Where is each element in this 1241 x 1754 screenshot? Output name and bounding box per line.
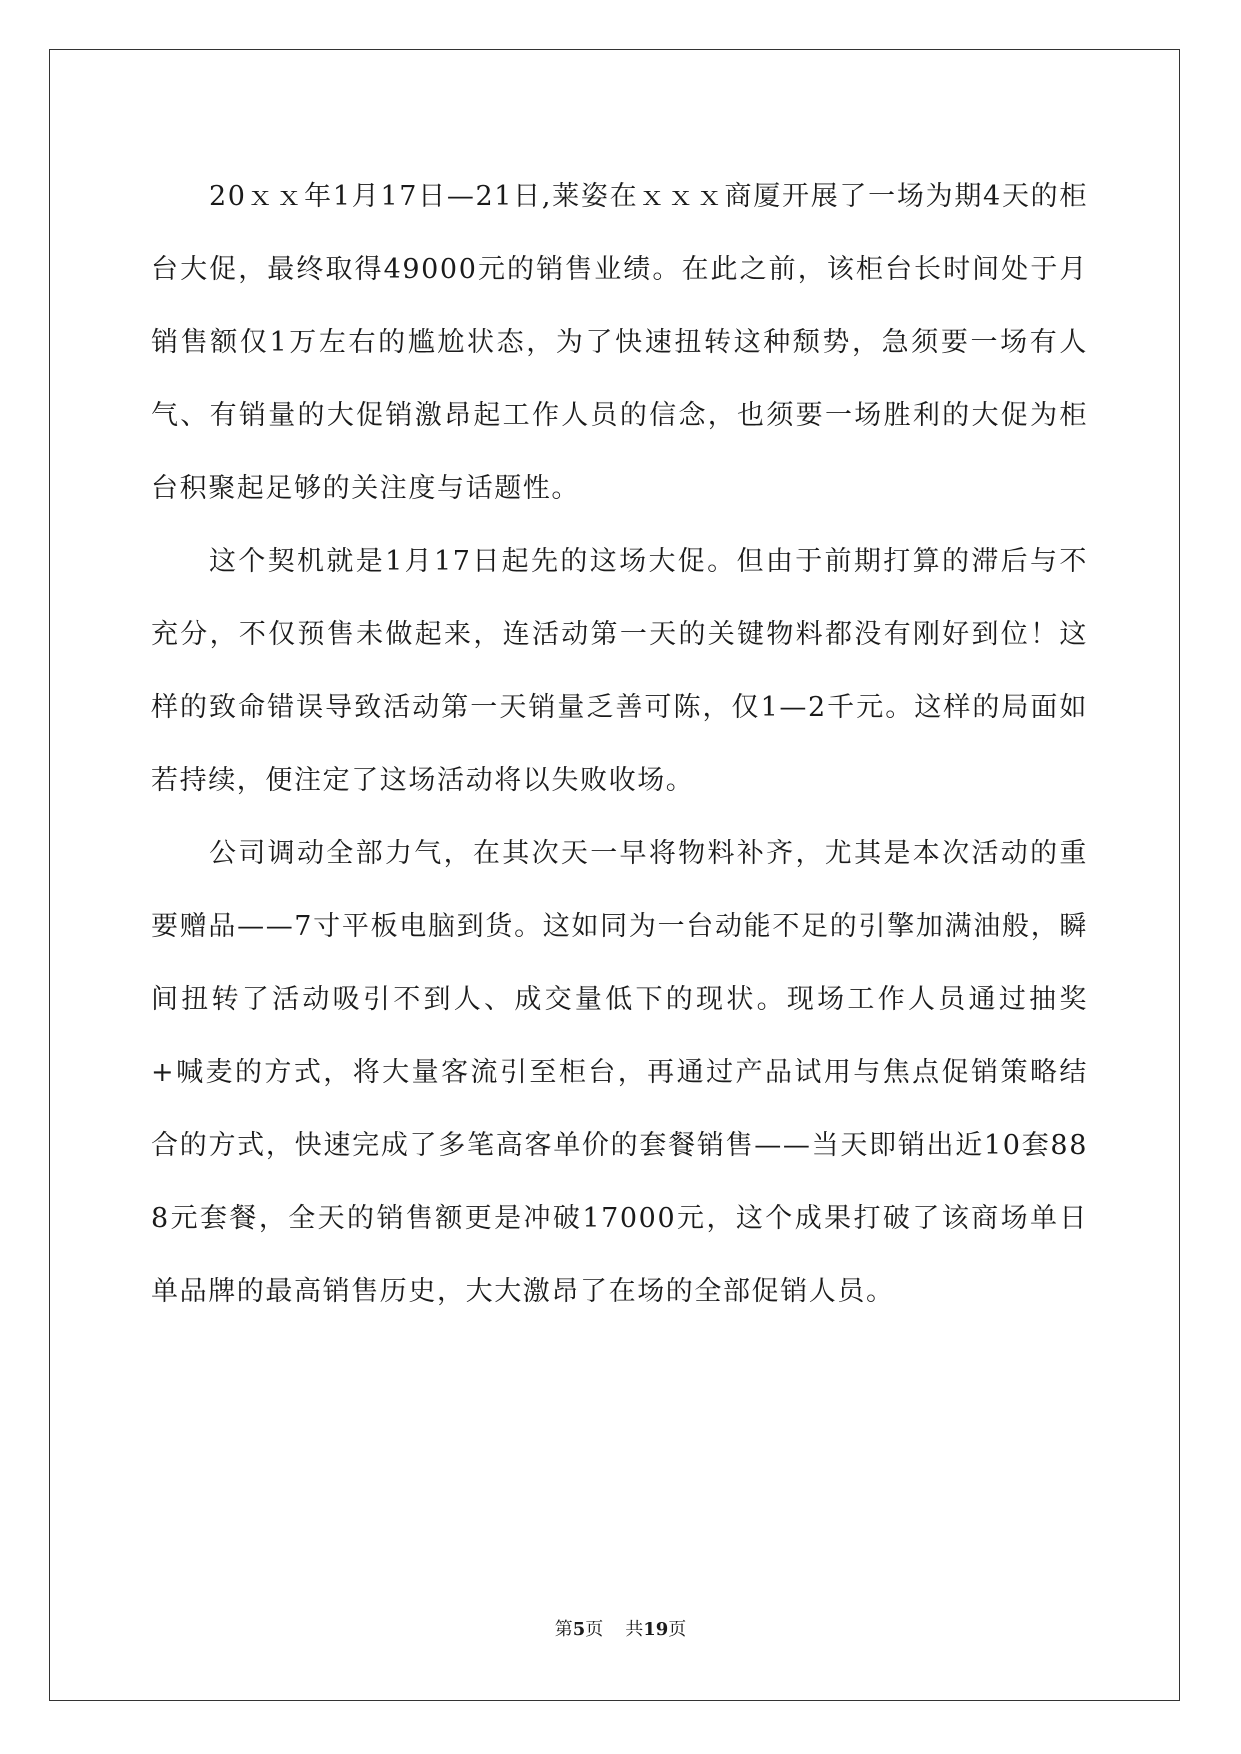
paragraph-3: 公司调动全部力气，在其次天一早将物料补齐，尤其是本次活动的重要赠品——7寸平板电脑到货。这如同为一台动能不足的引擎加满油般，瞬间扭转了活动吸引不到人、成交量低下的现状。现场工作人员通过抽奖+喊麦的方式，将大量客流引至柜台，再通过产品试用与焦点促销策略结合的方式，快速完成了多笔高客单价的套餐销售——当天即销出近10套888元套餐，全天的销售额更是冲破17000元，这个成果打破了该商场单日单品牌的最高销售历史，大大激昂了在场的全部促销人员。 xyxy=(151,838,1088,1307)
page-footer xyxy=(0,1615,1241,1641)
page-total: 19 xyxy=(643,1619,669,1640)
page-prefix: 第 xyxy=(554,1619,573,1640)
total-prefix: 共 xyxy=(625,1619,644,1640)
page-current: 5 xyxy=(572,1619,586,1640)
paragraph-2: 这个契机就是1月17日起先的这场大促。但由于前期打算的滞后与不充分，不仅预售未做起来，连活动第一天的关键物料都没有刚好到位！这样的致命错误导致活动第一天销量乏善可陈，仅1—2千元。这样的局面如若持续，便注定了这场活动将以失败收场。 xyxy=(151,546,1088,796)
total-suffix: 页 xyxy=(668,1619,687,1640)
document-body xyxy=(151,160,1088,1328)
paragraph-1: 20ｘｘ年1月17日—21日,莱姿在ｘｘｘ商厦开展了一场为期4天的柜台大促，最终取得49000元的销售业绩。在此之前，该柜台长时间处于月销售额仅1万左右的尴尬状态，为了快速扭转这种颓势，急须要一场有人气、有销量的大促销激昂起工作人员的信念，也须要一场胜利的大促为柜台积聚起足够的关注度与话题性。 xyxy=(151,181,1088,504)
page-suffix: 页 xyxy=(585,1619,604,1640)
